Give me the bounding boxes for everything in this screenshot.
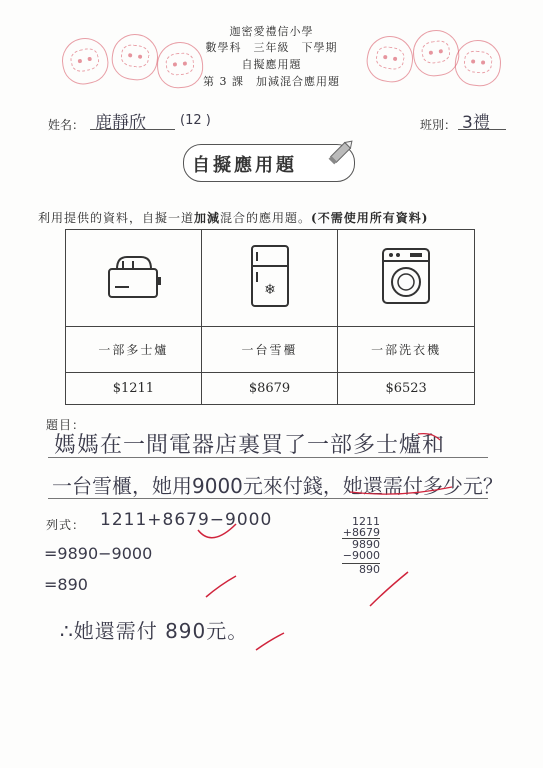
item-name-washer: 一部洗衣機 [338, 327, 475, 373]
question-label: 題目： [46, 418, 86, 432]
student-number: (12 ) [180, 113, 211, 128]
vc-row-1: 1211 [352, 515, 380, 528]
toaster-icon [105, 251, 161, 301]
washing-machine-icon [380, 246, 432, 306]
topic: 自擬應用題 [241, 58, 302, 71]
school-name: 迦密愛禮信小學 [229, 25, 314, 38]
class-label: 班別： [420, 118, 457, 132]
class-value: 3禮 [462, 113, 490, 133]
tick-mark [206, 576, 236, 597]
item-table [65, 229, 475, 405]
answer: ∴她還需付 890元。 [60, 619, 249, 643]
tick-mark [256, 633, 284, 650]
instruction-highlight: 加減 [194, 211, 221, 225]
tick-mark [370, 572, 408, 606]
item-price-washer: $6523 [338, 373, 475, 405]
banner-title: 自擬應用題 [192, 155, 297, 176]
svg-text:❄: ❄ [263, 282, 276, 298]
vc-row-2: +8679 [342, 526, 380, 539]
vc-row-4: −9000 [342, 549, 380, 562]
class-underline [458, 129, 506, 130]
name-underline [90, 129, 175, 130]
instruction-note: (不需使用所有資料) [311, 211, 429, 225]
item-price-toaster: $1211 [66, 373, 202, 405]
name-value: 鹿靜欣 [95, 113, 146, 133]
fridge-icon [248, 244, 292, 308]
vc-row-3: 9890 [342, 538, 380, 550]
step-3: =890 [44, 575, 88, 594]
instruction-text-end: 混合的應用題。 [220, 211, 312, 225]
item-price-fridge: $8679 [201, 373, 338, 405]
lesson: 第 3 課 加減混合應用題 [203, 75, 340, 88]
vertical-calculation [342, 516, 380, 575]
item-name-toaster: 一部多士爐 [66, 327, 202, 373]
toaster-cell [66, 230, 202, 327]
working-label: 列式： [46, 518, 86, 532]
pencil-icon [325, 134, 359, 168]
washer-cell [338, 230, 475, 327]
fridge-cell [201, 230, 338, 327]
question-line-2: 一台雪櫃，她用9000元來付錢，她還需付多少元？ [52, 474, 503, 498]
instruction [38, 209, 428, 226]
instruction-text: 利用提供的資料，自擬一道 [38, 211, 195, 225]
step-2: =9890−9000 [44, 544, 153, 563]
item-name-fridge: 一台雪櫃 [201, 327, 338, 373]
subject-line: 數學科 三年級 下學期 [205, 41, 338, 54]
question-line-1: 媽媽在一間電器店裏買了一部多士爐和 [54, 433, 446, 458]
expression: 1211+8679−9000 [100, 510, 273, 530]
vc-row-5: 890 [342, 563, 380, 575]
name-label: 姓名： [48, 118, 85, 132]
